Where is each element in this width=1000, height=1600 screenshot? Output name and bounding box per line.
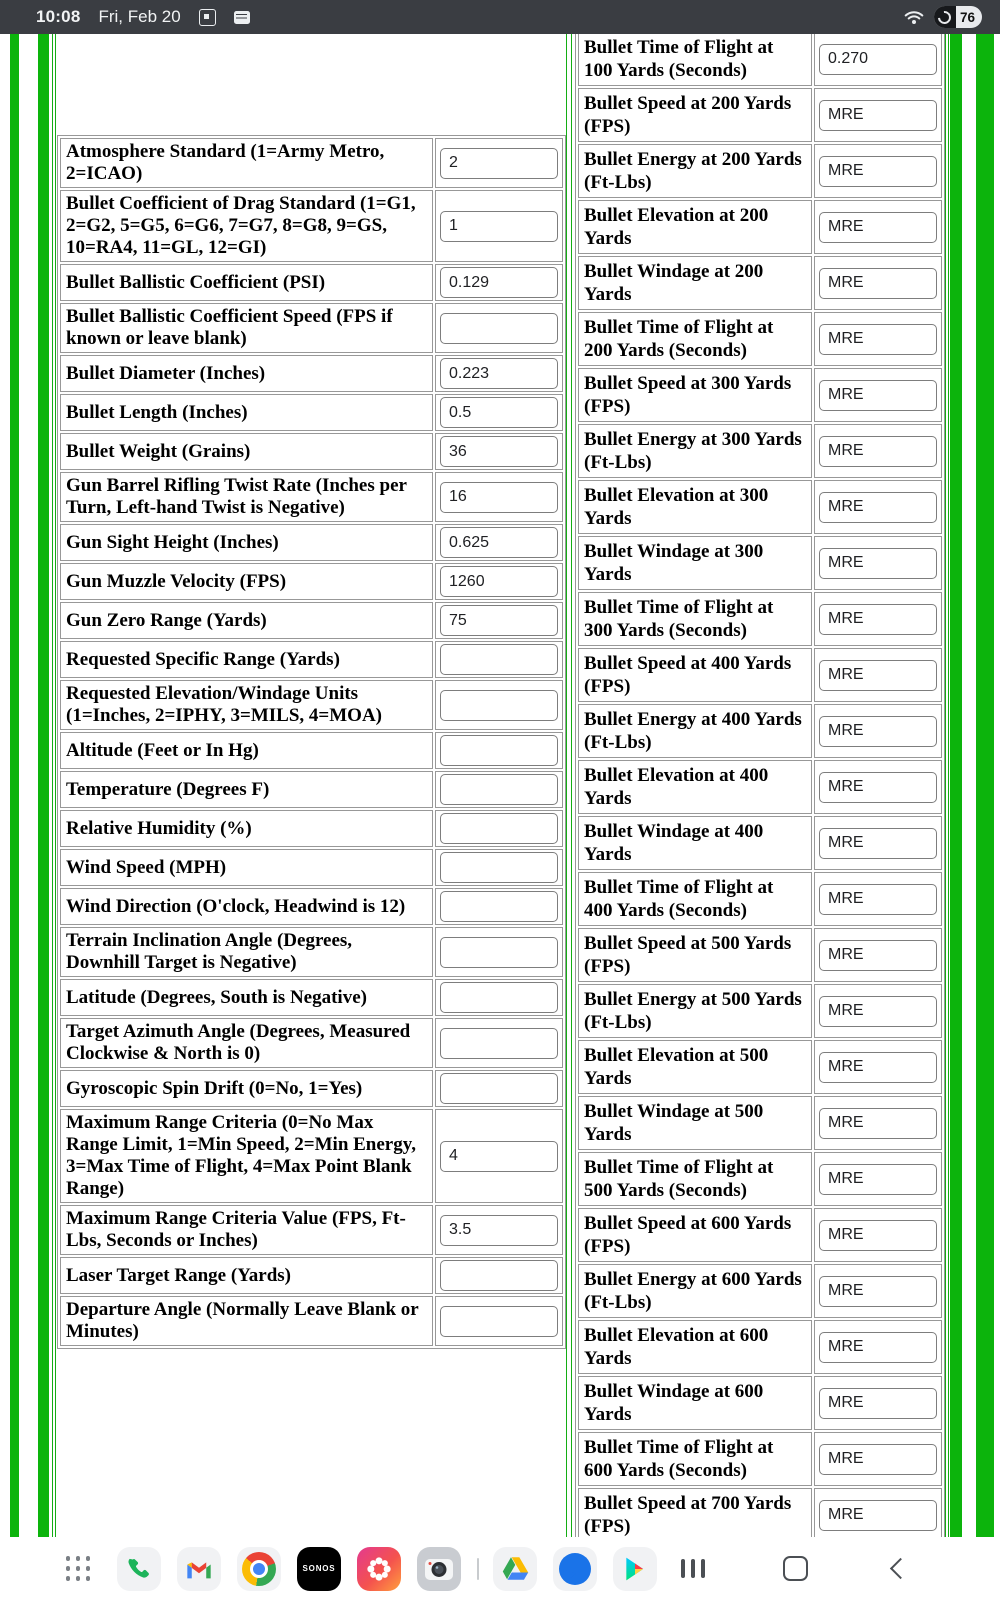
field-label: Bullet Speed at 300 Yards (FPS) bbox=[578, 368, 812, 422]
table-row bbox=[578, 1040, 942, 1094]
field-input[interactable] bbox=[440, 1306, 558, 1337]
field-input-cell bbox=[814, 648, 942, 702]
field-input-cell bbox=[435, 641, 563, 678]
table-row bbox=[578, 1376, 942, 1430]
field-input[interactable] bbox=[440, 313, 558, 344]
table-row bbox=[578, 424, 942, 478]
table-row bbox=[60, 1109, 563, 1203]
field-input[interactable] bbox=[819, 1444, 937, 1475]
field-input[interactable] bbox=[440, 1141, 558, 1172]
field-input[interactable] bbox=[819, 772, 937, 803]
taskbar-divider bbox=[477, 1558, 479, 1580]
field-input-cell bbox=[435, 771, 563, 808]
field-label: Target Azimuth Angle (Degrees, Measured Clockwise & North is 0) bbox=[60, 1018, 433, 1068]
table-row bbox=[578, 200, 942, 254]
field-input-cell bbox=[814, 34, 942, 86]
field-input-cell bbox=[435, 472, 563, 522]
field-label: Wind Speed (MPH) bbox=[60, 849, 433, 886]
table-row bbox=[60, 1257, 563, 1294]
table-row bbox=[60, 680, 563, 730]
wifi-icon bbox=[904, 9, 924, 25]
field-label: Bullet Speed at 600 Yards (FPS) bbox=[578, 1208, 812, 1262]
field-label: Latitude (Degrees, South is Negative) bbox=[60, 979, 433, 1016]
field-label: Bullet Windage at 300 Yards bbox=[578, 536, 812, 590]
field-input[interactable] bbox=[819, 716, 937, 747]
field-input-cell bbox=[435, 138, 563, 188]
android-nav-buttons bbox=[678, 1554, 1000, 1584]
field-label: Bullet Time of Flight at 300 Yards (Seconds) bbox=[578, 592, 812, 646]
table-row bbox=[60, 810, 563, 847]
table-row bbox=[60, 524, 563, 561]
table-row bbox=[578, 34, 942, 86]
field-input[interactable] bbox=[819, 996, 937, 1027]
field-input[interactable] bbox=[819, 548, 937, 579]
field-input-cell bbox=[435, 810, 563, 847]
screenshot-icon bbox=[199, 9, 216, 26]
field-input-cell bbox=[814, 704, 942, 758]
field-input-cell bbox=[435, 602, 563, 639]
field-input[interactable] bbox=[819, 1164, 937, 1195]
field-input-cell bbox=[435, 680, 563, 730]
field-label: Laser Target Range (Yards) bbox=[60, 1257, 433, 1294]
field-input-cell bbox=[435, 1018, 563, 1068]
green-stripe-left-outer bbox=[10, 34, 19, 1537]
table-row bbox=[578, 648, 942, 702]
table-row bbox=[60, 1205, 563, 1255]
field-input[interactable] bbox=[440, 1260, 558, 1291]
table-row bbox=[578, 760, 942, 814]
field-input-cell bbox=[814, 1040, 942, 1094]
field-label: Maximum Range Criteria Value (FPS, Ft-Lbs, Seconds or Inches) bbox=[60, 1205, 433, 1255]
field-input-cell bbox=[814, 144, 942, 198]
field-input[interactable] bbox=[819, 940, 937, 971]
field-label: Requested Specific Range (Yards) bbox=[60, 641, 433, 678]
drive-app-icon[interactable] bbox=[493, 1547, 537, 1591]
field-input[interactable] bbox=[440, 211, 558, 242]
field-label: Bullet Time of Flight at 500 Yards (Seconds) bbox=[578, 1152, 812, 1206]
table-row bbox=[578, 536, 942, 590]
field-input[interactable] bbox=[440, 605, 558, 636]
field-input[interactable] bbox=[440, 937, 558, 968]
table-row bbox=[60, 1070, 563, 1107]
inputs-table bbox=[57, 135, 566, 1349]
field-input[interactable] bbox=[440, 436, 558, 467]
sonos-app-icon[interactable] bbox=[297, 1547, 341, 1591]
field-input-cell bbox=[435, 1296, 563, 1346]
field-input-cell bbox=[435, 433, 563, 470]
message-notification-icon bbox=[234, 11, 250, 24]
table-row bbox=[60, 563, 563, 600]
field-input-cell bbox=[814, 1488, 942, 1537]
field-label: Bullet Speed at 500 Yards (FPS) bbox=[578, 928, 812, 982]
field-input-cell bbox=[435, 394, 563, 431]
battery-percent: 76 bbox=[959, 9, 975, 25]
field-input-cell bbox=[814, 928, 942, 982]
field-input[interactable] bbox=[819, 380, 937, 411]
field-label: Bullet Windage at 500 Yards bbox=[578, 1096, 812, 1150]
field-input-cell bbox=[435, 1109, 563, 1203]
field-input-cell bbox=[814, 1432, 942, 1486]
field-input[interactable] bbox=[440, 1215, 558, 1246]
table-row bbox=[60, 264, 563, 301]
field-label: Maximum Range Criteria (0=No Max Range Limit, 1=Min Speed, 2=Min Energy, 3=Max Time of Flight, 4=Max Point Blank Range) bbox=[60, 1109, 433, 1203]
table-row bbox=[578, 368, 942, 422]
field-input-cell bbox=[814, 312, 942, 366]
field-input[interactable] bbox=[819, 268, 937, 299]
field-input[interactable] bbox=[819, 1052, 937, 1083]
field-label: Bullet Elevation at 400 Yards bbox=[578, 760, 812, 814]
table-row bbox=[578, 1264, 942, 1318]
table-row bbox=[578, 88, 942, 142]
green-stripe-right-inner bbox=[950, 34, 962, 1537]
field-input[interactable] bbox=[440, 397, 558, 428]
field-label: Bullet Elevation at 200 Yards bbox=[578, 200, 812, 254]
back-button[interactable] bbox=[882, 1554, 912, 1584]
field-label: Bullet Windage at 200 Yards bbox=[578, 256, 812, 310]
field-input-cell bbox=[814, 1208, 942, 1262]
table-row bbox=[578, 704, 942, 758]
table-row bbox=[60, 138, 563, 188]
field-input-cell bbox=[814, 200, 942, 254]
status-date: Fri, Feb 20 bbox=[98, 7, 181, 26]
field-label: Bullet Ballistic Coefficient (PSI) bbox=[60, 264, 433, 301]
field-input-cell bbox=[435, 563, 563, 600]
field-input-cell bbox=[814, 256, 942, 310]
field-input[interactable] bbox=[819, 1276, 937, 1307]
field-label: Bullet Weight (Grains) bbox=[60, 433, 433, 470]
field-input[interactable] bbox=[440, 852, 558, 883]
field-input[interactable] bbox=[440, 358, 558, 389]
field-label: Bullet Elevation at 600 Yards bbox=[578, 1320, 812, 1374]
field-label: Gun Zero Range (Yards) bbox=[60, 602, 433, 639]
field-input-cell bbox=[435, 264, 563, 301]
table-row bbox=[60, 732, 563, 769]
field-label: Bullet Length (Inches) bbox=[60, 394, 433, 431]
field-input[interactable] bbox=[819, 1108, 937, 1139]
table-row bbox=[578, 1488, 942, 1537]
field-label: Bullet Energy at 300 Yards (Ft-Lbs) bbox=[578, 424, 812, 478]
field-input[interactable] bbox=[440, 813, 558, 844]
field-label: Bullet Time of Flight at 400 Yards (Seconds) bbox=[578, 872, 812, 926]
field-input-cell bbox=[814, 424, 942, 478]
field-label: Departure Angle (Normally Leave Blank or Minutes) bbox=[60, 1296, 433, 1346]
home-button[interactable] bbox=[780, 1554, 810, 1584]
field-label: Bullet Windage at 600 Yards bbox=[578, 1376, 812, 1430]
table-row bbox=[60, 1296, 563, 1346]
field-input[interactable] bbox=[819, 1332, 937, 1363]
field-input-cell bbox=[814, 536, 942, 590]
taskbar bbox=[0, 1537, 1000, 1600]
table-row bbox=[60, 190, 563, 262]
field-label: Temperature (Degrees F) bbox=[60, 771, 433, 808]
field-input[interactable] bbox=[440, 1073, 558, 1104]
field-input-cell bbox=[435, 524, 563, 561]
results-panel bbox=[571, 34, 946, 1537]
field-input[interactable] bbox=[440, 690, 558, 721]
table-row bbox=[578, 480, 942, 534]
field-label: Gun Muzzle Velocity (FPS) bbox=[60, 563, 433, 600]
field-input[interactable] bbox=[819, 604, 937, 635]
field-input[interactable] bbox=[819, 492, 937, 523]
browser-page-content[interactable] bbox=[0, 34, 1000, 1537]
field-input[interactable] bbox=[440, 735, 558, 766]
field-input-cell bbox=[814, 872, 942, 926]
table-row bbox=[60, 433, 563, 470]
field-input-cell bbox=[435, 303, 563, 353]
field-input[interactable] bbox=[819, 212, 937, 243]
field-label: Bullet Energy at 200 Yards (Ft-Lbs) bbox=[578, 144, 812, 198]
field-input[interactable] bbox=[440, 267, 558, 298]
field-input-cell bbox=[814, 1376, 942, 1430]
field-input-cell bbox=[435, 355, 563, 392]
status-time: 10:08 bbox=[36, 7, 81, 26]
field-input-cell bbox=[814, 984, 942, 1038]
table-row bbox=[578, 1152, 942, 1206]
recents-button[interactable] bbox=[678, 1554, 708, 1584]
field-label: Bullet Energy at 600 Yards (Ft-Lbs) bbox=[578, 1264, 812, 1318]
field-input[interactable] bbox=[819, 436, 937, 467]
table-row bbox=[578, 1096, 942, 1150]
table-row bbox=[60, 472, 563, 522]
field-label: Bullet Diameter (Inches) bbox=[60, 355, 433, 392]
field-input[interactable] bbox=[440, 982, 558, 1013]
field-input[interactable] bbox=[819, 884, 937, 915]
field-input[interactable] bbox=[819, 660, 937, 691]
table-row bbox=[578, 592, 942, 646]
table-row bbox=[578, 1320, 942, 1374]
table-row bbox=[578, 144, 942, 198]
field-label: Bullet Speed at 200 Yards (FPS) bbox=[578, 88, 812, 142]
battery-indicator bbox=[934, 6, 982, 28]
table-row bbox=[60, 888, 563, 925]
table-row bbox=[60, 602, 563, 639]
field-label: Bullet Speed at 400 Yards (FPS) bbox=[578, 648, 812, 702]
table-row bbox=[578, 1432, 942, 1486]
field-input-cell bbox=[435, 1070, 563, 1107]
field-input[interactable] bbox=[819, 100, 937, 131]
gallery-app-icon[interactable] bbox=[357, 1547, 401, 1591]
table-row bbox=[60, 771, 563, 808]
play-store-app-icon[interactable] bbox=[613, 1547, 657, 1591]
field-input-cell bbox=[435, 888, 563, 925]
field-input-cell bbox=[435, 849, 563, 886]
field-label: Bullet Windage at 400 Yards bbox=[578, 816, 812, 870]
field-label: Bullet Ballistic Coefficient Speed (FPS if known or leave blank) bbox=[60, 303, 433, 353]
field-input-cell bbox=[814, 760, 942, 814]
table-row bbox=[578, 256, 942, 310]
field-label: Bullet Time of Flight at 200 Yards (Seconds) bbox=[578, 312, 812, 366]
field-input-cell bbox=[814, 1264, 942, 1318]
field-label: Requested Elevation/Windage Units (1=Inches, 2=IPHY, 3=MILS, 4=MOA) bbox=[60, 680, 433, 730]
field-label: Bullet Elevation at 300 Yards bbox=[578, 480, 812, 534]
table-row bbox=[578, 984, 942, 1038]
green-stripe-left-inner bbox=[38, 34, 49, 1537]
field-input-cell bbox=[435, 979, 563, 1016]
table-row bbox=[60, 979, 563, 1016]
field-label: Relative Humidity (%) bbox=[60, 810, 433, 847]
field-label: Gyroscopic Spin Drift (0=No, 1=Yes) bbox=[60, 1070, 433, 1107]
field-label: Bullet Coefficient of Drag Standard (1=G1, 2=G2, 5=G5, 6=G6, 7=G7, 8=G8, 9=GS, 10=RA4, 11=GL, 12=GI) bbox=[60, 190, 433, 262]
sonos-label: SONOS bbox=[302, 1564, 336, 1573]
inputs-panel bbox=[55, 34, 567, 1537]
field-input-cell bbox=[814, 1152, 942, 1206]
camera-app-icon[interactable] bbox=[417, 1547, 461, 1591]
field-label: Altitude (Feet or In Hg) bbox=[60, 732, 433, 769]
table-row bbox=[60, 303, 563, 353]
field-label: Bullet Time of Flight at 100 Yards (Seconds) bbox=[578, 34, 812, 86]
table-row bbox=[60, 641, 563, 678]
field-input-cell bbox=[435, 1205, 563, 1255]
app-drawer-button[interactable] bbox=[63, 1554, 93, 1584]
table-row bbox=[60, 927, 563, 977]
field-input[interactable] bbox=[440, 644, 558, 675]
results-table bbox=[575, 34, 945, 1537]
field-label: Bullet Energy at 500 Yards (Ft-Lbs) bbox=[578, 984, 812, 1038]
field-input[interactable] bbox=[440, 774, 558, 805]
field-input-cell bbox=[814, 88, 942, 142]
table-row bbox=[60, 355, 563, 392]
field-input[interactable] bbox=[819, 1388, 937, 1419]
field-input-cell bbox=[814, 592, 942, 646]
field-label: Wind Direction (O'clock, Headwind is 12) bbox=[60, 888, 433, 925]
field-label: Terrain Inclination Angle (Degrees, Downhill Target is Negative) bbox=[60, 927, 433, 977]
status-bar bbox=[0, 0, 1000, 34]
field-input-cell bbox=[814, 1320, 942, 1374]
field-input-cell bbox=[435, 190, 563, 262]
battery-saver-icon bbox=[934, 6, 956, 28]
field-input[interactable] bbox=[819, 324, 937, 355]
field-input-cell bbox=[814, 816, 942, 870]
field-input[interactable] bbox=[440, 891, 558, 922]
field-input-cell bbox=[435, 1257, 563, 1294]
field-input[interactable] bbox=[819, 1220, 937, 1251]
field-input-cell bbox=[814, 1096, 942, 1150]
chrome-app-icon[interactable] bbox=[237, 1547, 281, 1591]
green-stripe-right-outer bbox=[976, 34, 994, 1537]
field-label: Bullet Energy at 400 Yards (Ft-Lbs) bbox=[578, 704, 812, 758]
field-input-cell bbox=[435, 732, 563, 769]
phone-app-icon[interactable] bbox=[117, 1547, 161, 1591]
field-input[interactable] bbox=[440, 527, 558, 558]
field-input[interactable] bbox=[819, 828, 937, 859]
field-label: Atmosphere Standard (1=Army Metro, 2=ICAO) bbox=[60, 138, 433, 188]
table-row bbox=[578, 816, 942, 870]
gmail-app-icon[interactable] bbox=[177, 1547, 221, 1591]
messages-app-icon[interactable] bbox=[553, 1547, 597, 1591]
table-row bbox=[578, 928, 942, 982]
field-input[interactable] bbox=[440, 148, 558, 179]
table-row bbox=[60, 394, 563, 431]
table-row bbox=[60, 849, 563, 886]
ballistics-form-layout bbox=[52, 34, 949, 1537]
table-row bbox=[60, 1018, 563, 1068]
field-label: Bullet Elevation at 500 Yards bbox=[578, 1040, 812, 1094]
table-row bbox=[578, 872, 942, 926]
field-label: Bullet Time of Flight at 600 Yards (Seconds) bbox=[578, 1432, 812, 1486]
field-input[interactable] bbox=[440, 482, 558, 513]
field-input[interactable] bbox=[819, 44, 937, 75]
table-row bbox=[578, 312, 942, 366]
field-input-cell bbox=[814, 480, 942, 534]
field-input-cell bbox=[435, 927, 563, 977]
field-input[interactable] bbox=[819, 1500, 937, 1531]
field-label: Gun Sight Height (Inches) bbox=[60, 524, 433, 561]
table-row bbox=[578, 1208, 942, 1262]
field-label: Gun Barrel Rifling Twist Rate (Inches per Turn, Left-hand Twist is Negative) bbox=[60, 472, 433, 522]
field-input-cell bbox=[814, 368, 942, 422]
field-label: Bullet Speed at 700 Yards (FPS) bbox=[578, 1488, 812, 1537]
field-input[interactable] bbox=[440, 566, 558, 597]
field-input[interactable] bbox=[819, 156, 937, 187]
field-input[interactable] bbox=[440, 1028, 558, 1059]
